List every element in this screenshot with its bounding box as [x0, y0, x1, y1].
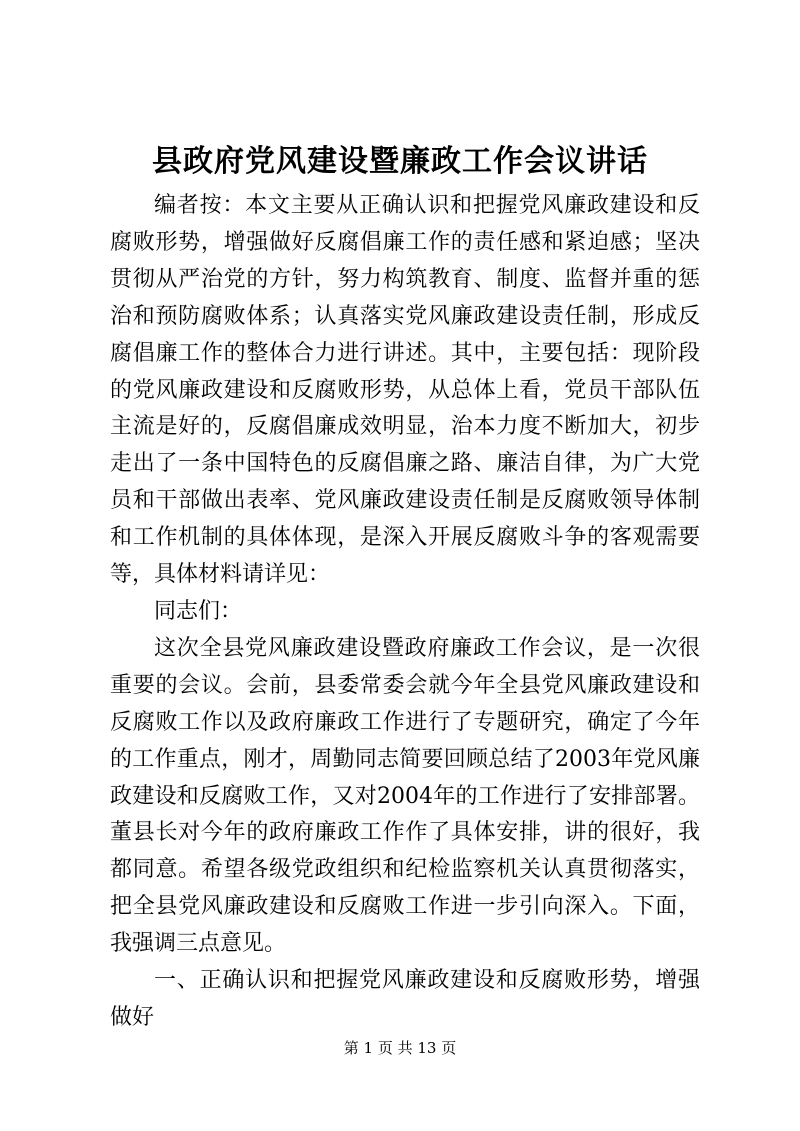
paragraph-greeting: 同志们：: [154, 598, 243, 624]
document-body: [110, 188, 700, 1037]
paragraph-section-one-heading: 一、正确认识和把握党风廉政建设和反腐败形势，增强做好: [110, 968, 700, 1030]
document-title: 县政府党风建设暨廉政工作会议讲话: [152, 144, 648, 179]
paragraph-editor-note: 编者按：本文主要从正确认识和把握党风廉政建设和反腐败形势，增强做好反腐倡廉工作的责任感和紧迫感；坚决贯彻从严治党的方针，努力构筑教育、制度、监督并重的惩治和预防腐败体系；认真落实党风廉政建设责任制，形成反腐倡廉工作的整体合力进行讲述。其中，主要包括：现阶段的党风廉政建设和反腐败形势，从总体上看，党员干部队伍主流是好的，反腐倡廉成效明显，治本力度不断加大，初步走出了一条中国特色的反腐倡廉之路、廉洁自律，为广大党员和干部做出表率、党风廉政建设责任制是反腐败领导体制和工作机制的具体体现，是深入开展反腐败斗争的客观需要等，具体材料请详见：: [110, 193, 700, 588]
page-footer: 第 1 页 共 13 页: [343, 1039, 457, 1057]
paragraph-intro: 这次全县党风廉政建设暨政府廉政工作会议，是一次很重要的会议。会前，县委常委会就今年全县党风廉政建设和反腐败工作以及政府廉政工作进行了专题研究，确定了今年的工作重点，刚才，周勤同志简要回顾总结了2003年党风廉政建设和反腐败工作，又对2004年的工作进行了安排部署。董县长对今年的政府廉政工作作了具体安排，讲的很好，我都同意。希望各级党政组织和纪检监察机关认真贯彻落实，把全县党风廉政建设和反腐败工作进一步引向深入。下面，我强调三点意见。: [110, 635, 700, 957]
